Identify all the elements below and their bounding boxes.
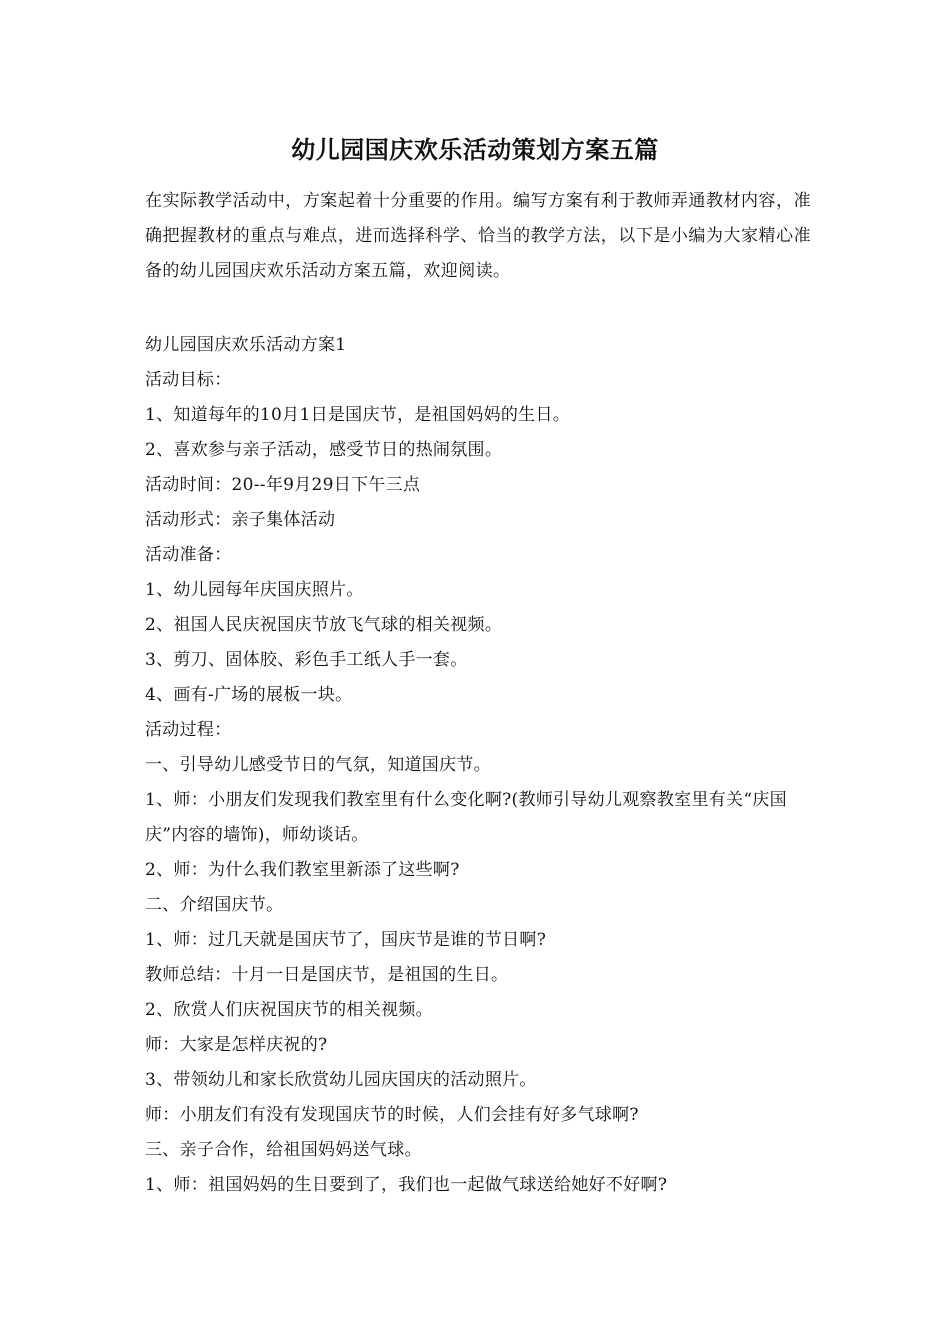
intro-paragraph: 在实际教学活动中，方案起着十分重要的作用。编写方案有利于教师弄通教材内容，准确把握教材的重点与难点，进而选择科学、恰当的教学方法，以下是小编为大家精心准备的幼儿园国庆欢乐活动方案五篇，欢迎阅读。 [145, 191, 811, 281]
text-line: 1、师：过几天就是国庆节了，国庆节是谁的节日啊? [145, 930, 547, 950]
text-line: 二、介绍国庆节。 [145, 895, 284, 915]
text-line: 1、师：小朋友们发现我们教室里有什么变化啊?(教师引导幼儿观察教室里有关“庆国庆”内容的墙饰)，师幼谈话。 [145, 790, 787, 845]
text-line: 4、画有-广场的展板一块。 [145, 685, 353, 705]
text-line: 活动目标： [145, 370, 232, 390]
text-line: 1、师：祖国妈妈的生日要到了，我们也一起做气球送给她好不好啊? [145, 1175, 668, 1195]
text-line: 1、幼儿园每年庆国庆照片。 [145, 580, 364, 600]
text-line: 2、祖国人民庆祝国庆节放飞气球的相关视频。 [145, 615, 503, 635]
text-line: 3、带领幼儿和家长欣赏幼儿园庆国庆的活动照片。 [145, 1070, 537, 1090]
text-line: 2、师：为什么我们教室里新添了这些啊? [145, 860, 460, 880]
text-line: 1、知道每年的10月1日是国庆节，是祖国妈妈的生日。 [145, 405, 571, 425]
text-line: 3、剪刀、固体胶、彩色手工纸人手一套。 [145, 650, 468, 670]
text-line: 活动时间：20--年9月29日下午三点 [145, 475, 421, 495]
text-line: 师：大家是怎样庆祝的? [145, 1035, 328, 1055]
text-line: 活动形式：亲子集体活动 [145, 510, 336, 530]
section-heading: 幼儿园国庆欢乐活动方案1 [145, 335, 347, 355]
text-line: 三、亲子合作，给祖国妈妈送气球。 [145, 1140, 422, 1160]
text-line: 活动过程： [145, 720, 232, 740]
text-line: 师：小朋友们有没有发现国庆节的时候，人们会挂有好多气球啊? [145, 1105, 639, 1125]
text-line: 2、喜欢参与亲子活动，感受节日的热闹氛围。 [145, 440, 503, 460]
content-lines [145, 328, 815, 1203]
text-line: 活动准备： [145, 545, 232, 565]
text-line: 2、欣赏人们庆祝国庆节的相关视频。 [145, 1000, 433, 1020]
text-line: 教师总结：十月一日是国庆节，是祖国的生日。 [145, 965, 509, 985]
text-line: 一、引导幼儿感受节日的气氛，知道国庆节。 [145, 755, 491, 775]
document-title: 幼儿园国庆欢乐活动策划方案五篇 [291, 135, 659, 164]
